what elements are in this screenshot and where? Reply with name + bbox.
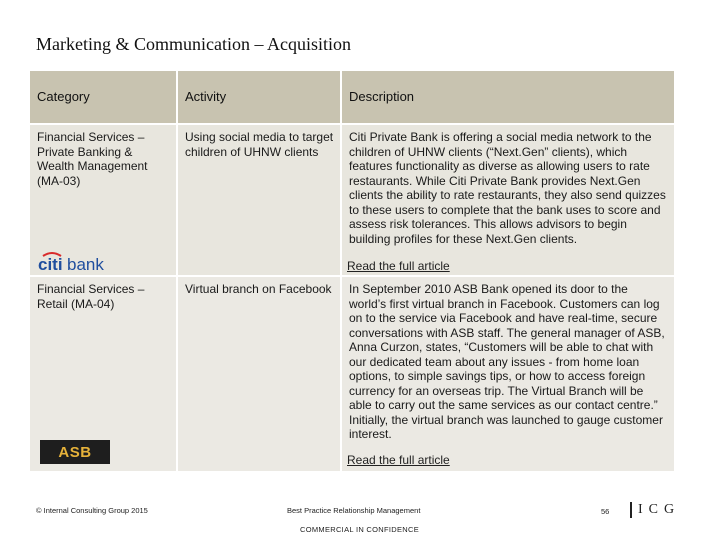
row-activity: Virtual branch on Facebook [176, 277, 340, 471]
header-activity: Activity [176, 71, 340, 123]
header-category: Category [30, 71, 176, 123]
row-activity: Using social media to target children of UHNW clients [176, 125, 340, 275]
row-description: Citi Private Bank is offering a social media network to the children of UHNW clients (“Next.Gen” clients), which features functionality as diverse as allowing users to rate restaurants. While Citi Private Bank provides Next.Gen clients the ability to rate restaurants, they also send quizzes to these users to complete that the bank uses to score and assess risk tolerances. This allows advisors to begin building profiles for these Next.Gen clients. [340, 125, 674, 275]
header-description: Description [340, 71, 674, 123]
footer-copyright: © Internal Consulting Group 2015 [36, 506, 148, 515]
icg-logo: ICG [630, 502, 678, 518]
read-article-link-citi[interactable]: Read the full article [347, 259, 450, 273]
table-header-row [30, 71, 674, 123]
page-number: 56 [601, 507, 610, 516]
read-article-link-asb[interactable]: Read the full article [347, 453, 450, 467]
svg-text:bank: bank [67, 255, 104, 273]
row-description: In September 2010 ASB Bank opened its door to the world’s first virtual branch in Facebook. Customers can log on to the service via Facebook and have real-time, secure conversations with ASB staff. The general manager of ASB, Anna Curzon, states, “Customers will be able to chat with our dedicated team about any issues - from home loan options, to simple savings tips, or how to access foreign currency for an overseas trip. The Virtual Branch will be able to carry out the same services as our contact centre.” Initially, the virtual branch was launched to gauge customer interest. [340, 277, 674, 471]
svg-text:citi: citi [38, 255, 63, 273]
table-row [30, 125, 674, 275]
footer-confidential: COMMERCIAL IN CONFIDENCE [300, 525, 420, 534]
row-category: Financial Services – Private Banking & Wealth Management (MA-03) [37, 130, 148, 188]
table-row [30, 277, 674, 471]
asb-logo-text: ASB [58, 443, 92, 461]
footer-title: Best Practice Relationship Management [287, 506, 421, 515]
citibank-logo [37, 251, 111, 273]
slide-title: Marketing & Communication – Acquisition [36, 34, 351, 54]
row-category: Financial Services – Retail (MA-04) [37, 282, 145, 311]
asb-logo [40, 440, 110, 464]
